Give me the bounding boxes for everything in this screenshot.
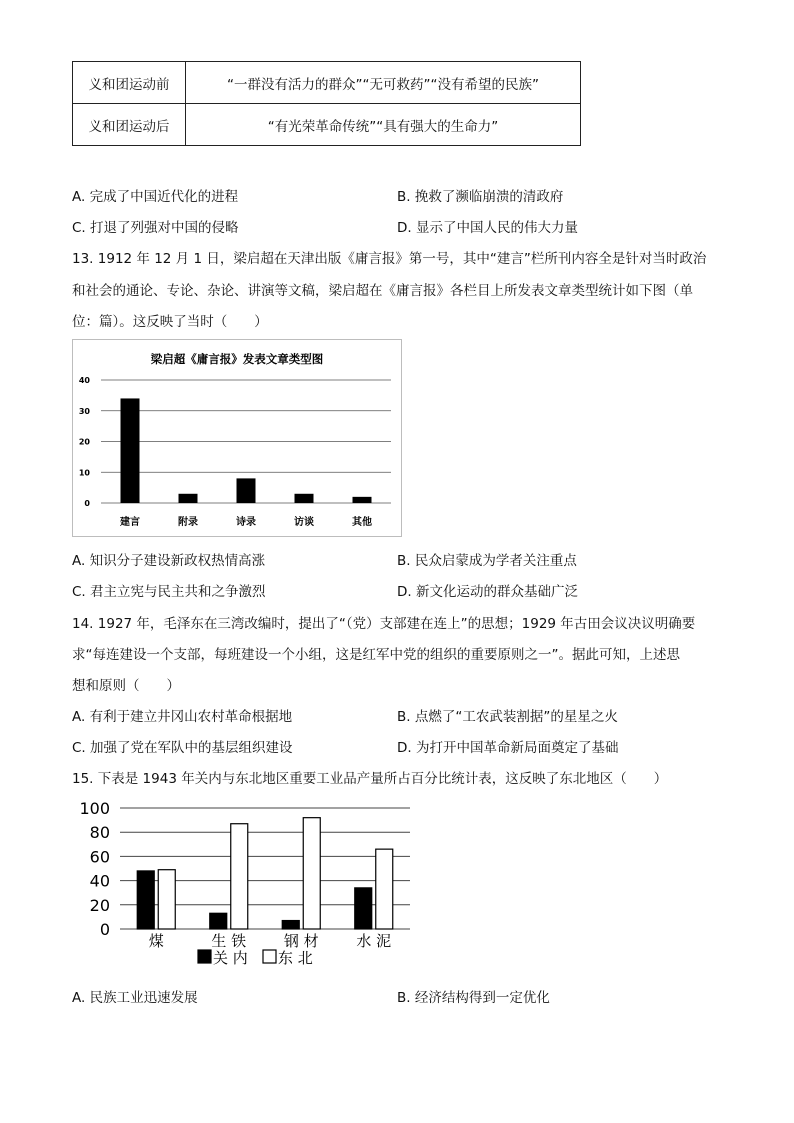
table-row <box>73 104 581 146</box>
q15-option-b: B. 经济结构得到一定优化 <box>397 990 550 1006</box>
y-tick-label: 100 <box>80 799 110 818</box>
bar <box>121 398 140 503</box>
x-tick-label: 煤 <box>148 932 164 950</box>
x-tick-label: 生 铁 <box>211 932 247 950</box>
chart-title: 梁启超《庸言报》发表文章类型图 <box>150 352 324 366</box>
x-tick-label: 水 泥 <box>356 932 392 950</box>
bar <box>158 870 175 929</box>
y-tick-label: 80 <box>89 823 110 843</box>
table-row-label: 义和团运动后 <box>73 104 186 146</box>
table-row-label: 义和团运动前 <box>73 62 186 104</box>
y-tick-label: 0 <box>99 920 110 939</box>
y-tick-label: 0 <box>84 499 90 508</box>
x-tick-label: 访谈 <box>294 517 314 528</box>
q13-option-b: B. 民众启蒙成为学者关注重点 <box>397 553 577 569</box>
legend-swatch <box>198 950 211 963</box>
q13-stem-line-3: 位：篇）。这反映了当时（ ） <box>72 314 268 330</box>
q12-option-d: D. 显示了中国人民的伟大力量 <box>397 220 578 236</box>
bar <box>355 888 372 929</box>
q13-stem-line-1: 13. 1912 年 12 月 1 日，梁启超在天津出版《庸言报》第一号，其中“建言”栏所刊内容全是针对当时政治 <box>72 251 707 267</box>
y-tick-label: 60 <box>89 847 110 867</box>
y-tick-label: 10 <box>78 468 90 478</box>
q14-stem-line-2: 求“每连建设一个支部，每班建设一个小组，这是红军中党的组织的重要原则之一”。据此可知，上述思 <box>72 647 680 663</box>
q13-option-d: D. 新文化运动的群众基础广泛 <box>397 584 578 600</box>
y-tick-label: 20 <box>89 895 110 915</box>
legend-swatch <box>263 950 276 963</box>
y-tick-label: 40 <box>89 871 110 891</box>
q13-stem-line-2: 和社会的通论、专论、杂论、讲演等文稿，梁启超在《庸言报》各栏目上所发表文章类型统计如下图（单 <box>72 283 693 299</box>
y-tick-label: 30 <box>78 406 90 416</box>
x-tick-label: 诗录 <box>236 517 256 528</box>
q14-option-c: C. 加强了党在军队中的基层组织建设 <box>72 740 293 756</box>
bar <box>179 494 198 503</box>
q13-option-c: C. 君主立宪与民主共和之争激烈 <box>72 584 266 600</box>
q15-stem: 15. 下表是 1943 年关内与东北地区重要工业品产量所占百分比统计表，这反映了东北地区（ ） <box>72 771 668 787</box>
q14-stem-line-3: 想和原则（ ） <box>72 678 180 694</box>
bar <box>303 818 320 929</box>
bar <box>295 494 314 503</box>
q14-option-d: D. 为打开中国革命新局面奠定了基础 <box>397 740 619 756</box>
industrial-output-chart-svg <box>80 796 420 974</box>
x-tick-label: 附录 <box>178 517 198 528</box>
y-tick-label: 40 <box>78 376 90 385</box>
q12-option-a: A. 完成了中国近代化的进程 <box>72 189 239 205</box>
x-tick-label: 其他 <box>352 517 372 528</box>
y-tick-label: 20 <box>78 437 90 447</box>
table-row <box>73 62 581 104</box>
table-row-value: “有光荣革命传统”“具有强大的生命力” <box>186 104 581 146</box>
bar <box>376 849 393 929</box>
table-row-value: “一群没有活力的群众”“无可救药”“没有希望的民族” <box>186 62 581 104</box>
bar <box>231 824 248 929</box>
article-type-chart-svg <box>73 340 401 536</box>
q14-stem-line-1: 14. 1927 年，毛泽东在三湾改编时，提出了“（党）支部建在连上”的思想；1929 年古田会议决议明确要 <box>72 616 696 632</box>
bar <box>210 913 227 929</box>
legend-label: 东 北 <box>278 949 313 967</box>
q13-option-a: A. 知识分子建设新政权热情高涨 <box>72 553 266 569</box>
bar <box>237 478 256 503</box>
q15-option-a: A. 民族工业迅速发展 <box>72 990 198 1006</box>
q12-option-c: C. 打退了列强对中国的侵略 <box>72 220 239 236</box>
article-type-chart <box>72 339 402 537</box>
q12-option-b: B. 挽救了濒临崩溃的清政府 <box>397 189 564 205</box>
bar <box>282 921 299 929</box>
x-tick-label: 建言 <box>120 517 140 528</box>
industrial-output-chart <box>80 796 420 974</box>
bar <box>137 871 154 929</box>
legend-label: 关 内 <box>213 949 248 967</box>
x-tick-label: 钢 材 <box>283 932 319 950</box>
q14-option-b: B. 点燃了“工农武装割据”的星星之火 <box>397 709 618 725</box>
q14-option-a: A. 有利于建立井冈山农村革命根据地 <box>72 709 293 725</box>
comparison-table <box>72 61 581 146</box>
bar <box>353 497 372 503</box>
